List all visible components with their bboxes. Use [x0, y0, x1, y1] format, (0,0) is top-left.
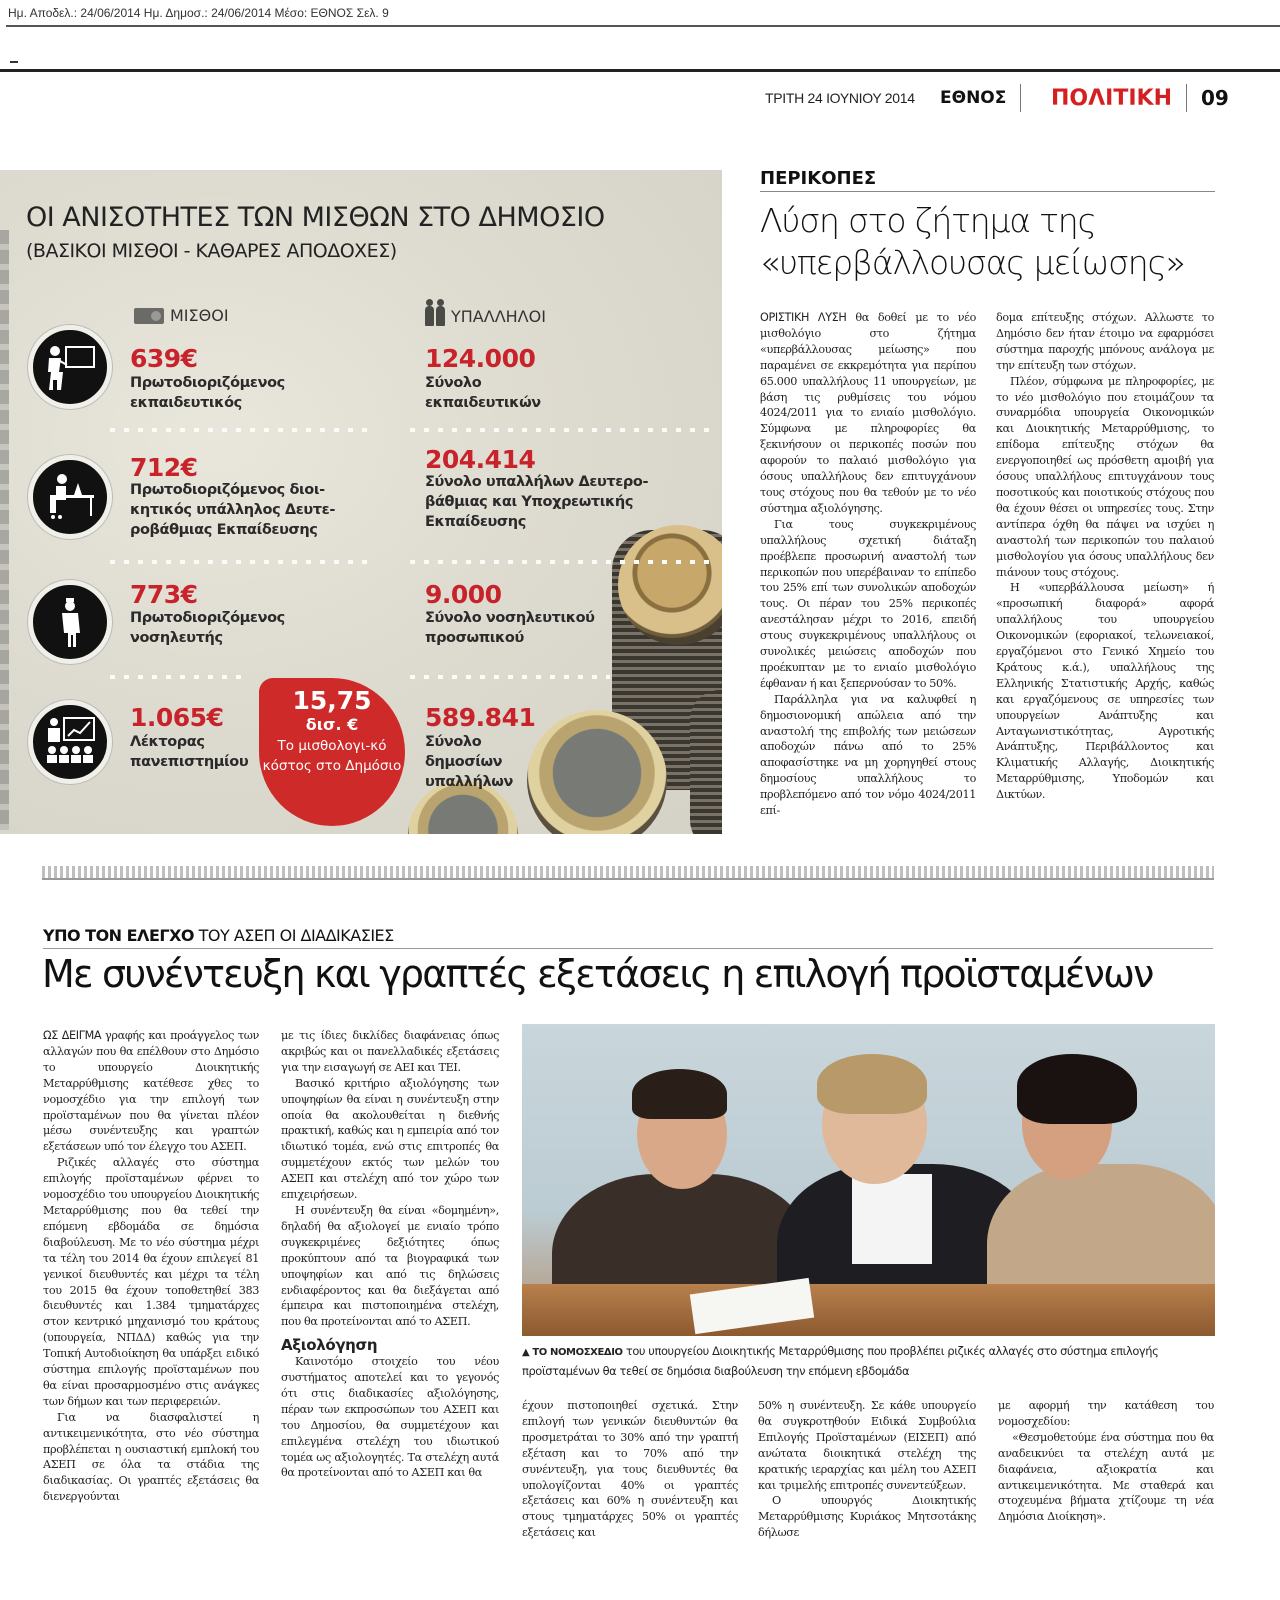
salary-label: Πρωτοδιοριζόμενος νοσηλευτής: [130, 610, 285, 646]
article-paragraph: έχουν πιστοποιηθεί σχετικά. Στην επιλογή των γενικών διευθυντών θα προσμετράται το 30% από την γραπτή εξέταση και το 70% από την συνέντευξη, για τους διευθυντές θα υπολογίζονται 40% οι γραπτές εξετάσεις και 60% η συνέντευξη και στους τμηματάρχες 50% οι γραπτές εξετάσεις και: [522, 1399, 738, 1540]
article-column: [998, 1398, 1214, 1525]
article-paragraph: Για τους συγκεκριμένους υπαλλήλους σχετική διάταξη προέβλεπε προσωρινή αναστολή των περικοπών που υπερέβαιναν το επίπεδο του 25% επί των συνολικών αποδοχών τους. Οι πέραν του 25% περικοπές ανεστάλησαν μέχρι το 2016, επειδή στους συγκεκριμένους υπαλλήλους οι συνολικές μειώσεις αποδοχών που προέκυπταν με το ενιαίο μισθολόγιο έφθαναν ή και ξεπερνούσαν το 50%.: [760, 517, 976, 690]
infographic-subtitle: (ΒΑΣΙΚΟΙ ΜΙΣΘΟΙ - ΚΑΘΑΡΕΣ ΑΠΟΔΟΧΕΣ): [26, 240, 397, 262]
employee-count: 124.000: [425, 344, 536, 373]
divider: [6, 25, 1280, 27]
salary-label: Πρωτοδιοριζόμενος εκπαιδευτικός: [130, 375, 285, 411]
employee-count-label: Σύνολο υπαλλήλων Δευτερο-βάθμιας και Υποχρεωτικής Εκπαίδευσης: [425, 474, 649, 530]
article-paragraph: Παράλληλα για να καλυφθεί η δημοσιονομική απώλεια από την αναστολή της επιβολής των μειώσεων αποδοχών πάνω από το 25% αποφασίστηκε να μη χορηγηθεί στους δημοσίους υπαλλήλους το προβλεπόμενο από τον νόμο 4024/2011 επί-: [760, 692, 976, 818]
dotted-divider: [110, 428, 370, 432]
headline-line: «υπερβάλλουσας μείωσης»: [760, 243, 1185, 282]
article-paragraph: Καινοτόμο στοιχείο του νέου συστήματος αποτελεί και το γεγονός ότι στις διαδικασίες αξιολόγησης, πέραν των εκπροσώπων του ΑΣΕΠ και του Δημοσίου, θα συμμετέχουν και επιλεγμένα στελέχη του ιδιωτικού τομέα ως αξιολογητές. Τα στελέχη αυτά θα προτείνονται από το ΑΣΕΠ και θα: [281, 1355, 499, 1480]
caption-lead: ▲ ΤΟ ΝΟΜΟΣΧΕΔΙΟ: [522, 1347, 623, 1358]
divider: [0, 69, 1280, 72]
salary-label: Λέκτορας πανεπιστημίου: [130, 734, 249, 770]
employee-count: 204.414: [425, 445, 536, 474]
teacher-icon: [28, 325, 112, 409]
total-cost-value: 15,75: [292, 686, 372, 715]
people-icon: [425, 306, 445, 326]
article-paragraph: «Θεσμοθετούμε ένα σύστημα που θα αναδεικνύει τα στελέχη αυτά με διαφάνεια, αξιοκρατία και αντικειμενικότητα. Με σταθερά και στοχευμένα βήματα χτίζουμε τη νέα Δημόσια Διοίκηση».: [998, 1430, 1214, 1524]
salary-value: 1.065€: [130, 703, 224, 732]
article-photo: [522, 1024, 1215, 1336]
article-paragraph: ΩΣ ΔΕΙΓΜΑ γραφής και προάγγελος των αλλαγών που θα επέλθουν στο Δημόσιο το υπουργείο Διοικητικής Μεταρρύθμισης κατέθεσε χθες το νομοσχέδιο για την επιλογή των προϊσταμένων που θα γίνεται πλέον μέσω συνέντευξης και γραπτών εξετάσεων υπό τον έλεγχο του ΑΣΕΠ.: [43, 1029, 259, 1154]
article-paragraph: Πλέον, σύμφωνα με πληροφορίες, με το νέο μισθολόγιο που ετοιμάζουν τα συναρμόδια υπουργεία Οικονομικών και Διοικητικής Μεταρρύθμισης, το επίδομα επίτευξης στόχων θα ενεργοποιηθεί ως πρόσθετη αμοιβή για όσους υπαλλήλους επιτυγχάνουν τους ποσοτικούς και ποιοτικούς στόχους που θα έχουν θέσει οι υπηρεσίες τους. Στην αντίπερα όχθη θα πάψει να ισχύει η αναστολή των περικοπών του παλαιού μισθολογίου για όσους υπαλλήλους δεν πιάνουν τους στόχους.: [996, 374, 1214, 579]
lead-in: ΩΣ ΔΕΙΓΜΑ: [43, 1029, 102, 1042]
article-paragraph: με αφορμή την κατάθεση του νομοσχεδίου:: [998, 1399, 1214, 1428]
money-icon: [134, 308, 164, 324]
divider: [760, 191, 1215, 192]
salary-infographic: [0, 170, 722, 834]
desk: [522, 1284, 1215, 1336]
divider: [42, 878, 1214, 880]
salary-label: Πρωτοδιοριζόμενος διοι-κητικός υπάλληλος Δευτε-ροβάθμιας Εκπαίδευσης: [130, 482, 335, 538]
masthead: [765, 84, 1265, 112]
employee-count-label: Σύνολο νοσηλευτικού προσωπικού: [425, 610, 595, 646]
dotted-divider: [410, 675, 610, 679]
article-paragraph: Ο υπουργός Διοικητικής Μεταρρύθμισης Κυριάκος Μητσοτάκης δήλωσε: [758, 1494, 976, 1540]
infographic-title: ΟΙ ΑΝΙΣΟΤΗΤΕΣ ΤΩΝ ΜΙΣΘΩΝ ΣΤΟ ΔΗΜΟΣΙΟ: [26, 202, 605, 233]
scan-edge: [0, 230, 9, 830]
caption-text: του υπουργείου Διοικητικής Μεταρρύθμισης που προβλέπει ριζικές αλλαγές στο σύστημα επιλογής προϊσταμένων θα τεθεί σε δημόσια διαβούλευση την επόμενη εβδομάδα: [522, 1344, 1159, 1378]
divider: [10, 61, 18, 63]
divider: [43, 948, 1213, 949]
employee-count-label: Σύνολο εκπαιδευτικών: [425, 375, 541, 411]
employee-count-label: Σύνολο δημοσίων υπαλλήλων: [425, 734, 513, 790]
divider: [1020, 84, 1021, 112]
dotted-divider: [410, 428, 710, 432]
article-paragraph: Ριζικές αλλαγές στο σύστημα επιλογής προϊσταμένων φέρνει το νομοσχέδιο του υπουργείου Διοικητικής Μεταρρύθμισης που θα τεθεί την επόμενη εβδομάδα σε δημόσια διαβούλευση. Με το νέο σύστημα μέχρι τα τέλη του 2014 θα έχουν επιλεγεί 81 γενικοί διευθυντές και μέχρι τα τέλη του 2015 θα έχουν τοποθετηθεί 383 διευθυντές και 1.384 τμηματάρχες στον κεντρικό μηχανισμό του κράτους (υπουργεία, ΝΠΔΔ) καθώς για την Τοπική Αυτοδιοίκηση θα υπάρξει ειδικό σύστημα επιλογής προϊσταμένων που θα είναι προσαρμοσμένο στις ανάγκες των δήμων και των περιφερειών.: [43, 1156, 259, 1408]
newspaper-logo: ΕΘΝΟΣ: [940, 88, 1007, 108]
clipping-meta: Ημ. Αποδελ.: 24/06/2014 Ημ. Δημοσ.: 24/06/2014 Μέσο: ΕΘΝΟΣ Σελ. 9: [8, 6, 389, 20]
article-paragraph: 50% η συνέντευξη. Σε κάθε υπουργείο θα συγκροτηθούν Ειδικά Συμβούλια Επιλογής Προϊσταμένων (ΕΙΣΕΠ) από ανώτατα διοικητικά στελέχη της κρατικής ιεραρχίας και μέλη του ΑΣΕΠ και τριμελής επιτροπές συνεντεύξεων.: [758, 1399, 976, 1492]
article-column: [760, 310, 976, 819]
issue-date: ΤΡΙΤΗ 24 ΙΟΥΝΙΟΥ 2014: [765, 90, 915, 106]
employee-count: 589.841: [425, 703, 536, 732]
kicker-bold: ΥΠΟ ΤΟΝ ΕΛΕΓΧΟ: [43, 926, 194, 945]
salary-value: 773€: [130, 580, 198, 609]
page-number: 09: [1201, 86, 1229, 110]
lecturer-icon: [28, 700, 112, 784]
article-column: [281, 1028, 499, 1481]
article-headline: [760, 200, 1230, 284]
total-cost-unit: δισ. €: [305, 715, 359, 734]
article-paragraph: Για να διασφαλιστεί η αντικειμενικότητα, στο νέο σύστημα προβλέπεται η ουσιαστική εμπλοκή του ΑΣΕΠ σε όλα τα στάδια της διαδικασίας. Οι γραπτές εξετάσεις θα διενεργούνται: [43, 1410, 259, 1504]
section-title: ΠΟΛΙΤΙΚΗ: [1051, 85, 1172, 111]
dotted-divider: [110, 560, 370, 564]
article-headline: Με συνέντευξη και γραπτές εξετάσεις η επιλογή προϊσταμένων: [42, 952, 1153, 996]
article-kicker: [43, 926, 394, 945]
photo-caption: [522, 1342, 1216, 1380]
employee-count: 9.000: [425, 580, 502, 609]
article-paragraph: ΟΡΙΣΤΙΚΗ ΛΥΣΗ θα δοθεί με το νέο μισθολόγιο στο ζήτημα «υπερβάλλουσας μείωσης» που παραμένει σε εκκρεμότητα για περίπου 65.000 υπαλλήλους 11 υπουργείων, με βάση τις ρυθμίσεις του νόμου 4024/2011 για το ενιαίο μισθολόγιο. Σύμφωνα με πληροφορίες θα ξεκινήσουν οι περικοπές ποσών που αφορούν το παλαιό μισθολόγιο για όσους υπαλλήλους δεν επιτυγχάνουν τους στόχους που θα τεθούν με το νέο σύστημα αξιολόγησης.: [760, 311, 977, 515]
salary-value: 639€: [130, 344, 198, 373]
article-paragraph: με τις ίδιες δικλίδες διαφάνειας όπως ακριβώς και οι πανελλαδικές εξετάσεις για την εισαγωγή σε ΑΕΙ και ΤΕΙ.: [281, 1029, 499, 1074]
employees-column-header: [425, 306, 546, 326]
employees-label: ΥΠΑΛΛΗΛΟΙ: [451, 306, 546, 326]
office-worker-icon: [28, 455, 112, 539]
article-column: [996, 310, 1214, 803]
article-paragraph: Η «υπερβάλλουσα μείωση» ή «προσωπική διαφορά» αφορά υπαλλήλους του υπουργείου Οικονομικών (εφοριακοί, τελωνειακοί, εργαζόμενοι στο Γενικό Χημείο του Κράτους κ.ά.), υπαλλήλους της Ελληνικής Στατιστικής Αρχής, καθώς και εργαζόμενους σε υπηρεσίες των υπουργείων Ανάπτυξης και Ανταγωνιστικότητας, Αγροτικής Ανάπτυξης, Περιβάλλοντος και Κλιματικής Αλλαγής, Διοικητικής Μεταρρύθμισης, Υποδομών και Δικτύων.: [996, 581, 1214, 802]
salary-value: 712€: [130, 453, 198, 482]
article-column: [522, 1398, 738, 1541]
article-subhead: Αξιολόγηση: [281, 1336, 378, 1355]
total-cost-label: Το μισθολογι-κό κόστος στο Δημόσιο: [262, 738, 402, 774]
dotted-divider: [110, 675, 250, 679]
total-cost-badge: [259, 678, 405, 826]
article-paragraph: δομα επίτευξης στόχων. Αλλωστε το Δημόσιο δεν ήταν έτοιμο να εφαρμόσει σύστημα παροχής μπόνους ανάλογα με την επίτευξη των στόχων.: [996, 311, 1214, 372]
headline-line: Λύση στο ζήτημα της: [760, 201, 1096, 240]
salaries-label: ΜΙΣΘΟΙ: [170, 306, 229, 325]
article-paragraph: Η συνέντευξη θα είναι «δομημένη», δηλαδή θα αξιολογεί με ενιαίο τρόπο συγκεκριμένες δεξιότητες όπως προκύπτουν από τα βιογραφικά των υποψηφίων και από τις δηλώσεις ενδιαφέροντος και θα διεξάγεται από έμπειρα και πιστοποιημένα στελέχη, που θα προτείνονται από το ΑΣΕΠ.: [281, 1203, 499, 1329]
article-column: [758, 1398, 976, 1541]
kicker-rest: ΤΟΥ ΑΣΕΠ ΟΙ ΔΙΑΔΙΚΑΣΙΕΣ: [194, 926, 394, 945]
dotted-divider: [410, 560, 710, 564]
article-column: [43, 1028, 259, 1505]
article-kicker: ΠΕΡΙΚΟΠΕΣ: [760, 168, 877, 189]
lead-in: ΟΡΙΣΤΙΚΗ ΛΥΣΗ: [760, 311, 847, 324]
salaries-column-header: [134, 306, 229, 325]
divider: [1186, 84, 1187, 112]
nurse-icon: [28, 580, 112, 664]
article-paragraph: Βασικό κριτήριο αξιολόγησης των υποψηφίων θα είναι η συνέντευξη στην οποία θα ακολουθείται η διεθνής πρακτική, καθώς και η εμπειρία από τον ιδιωτικό τομέα, ενώ στις επιτροπές θα συμμετέχουν εκτός των μελών του ΑΣΕΠ και στελέχη από τον χώρο των επιχειρήσεων.: [281, 1076, 499, 1202]
